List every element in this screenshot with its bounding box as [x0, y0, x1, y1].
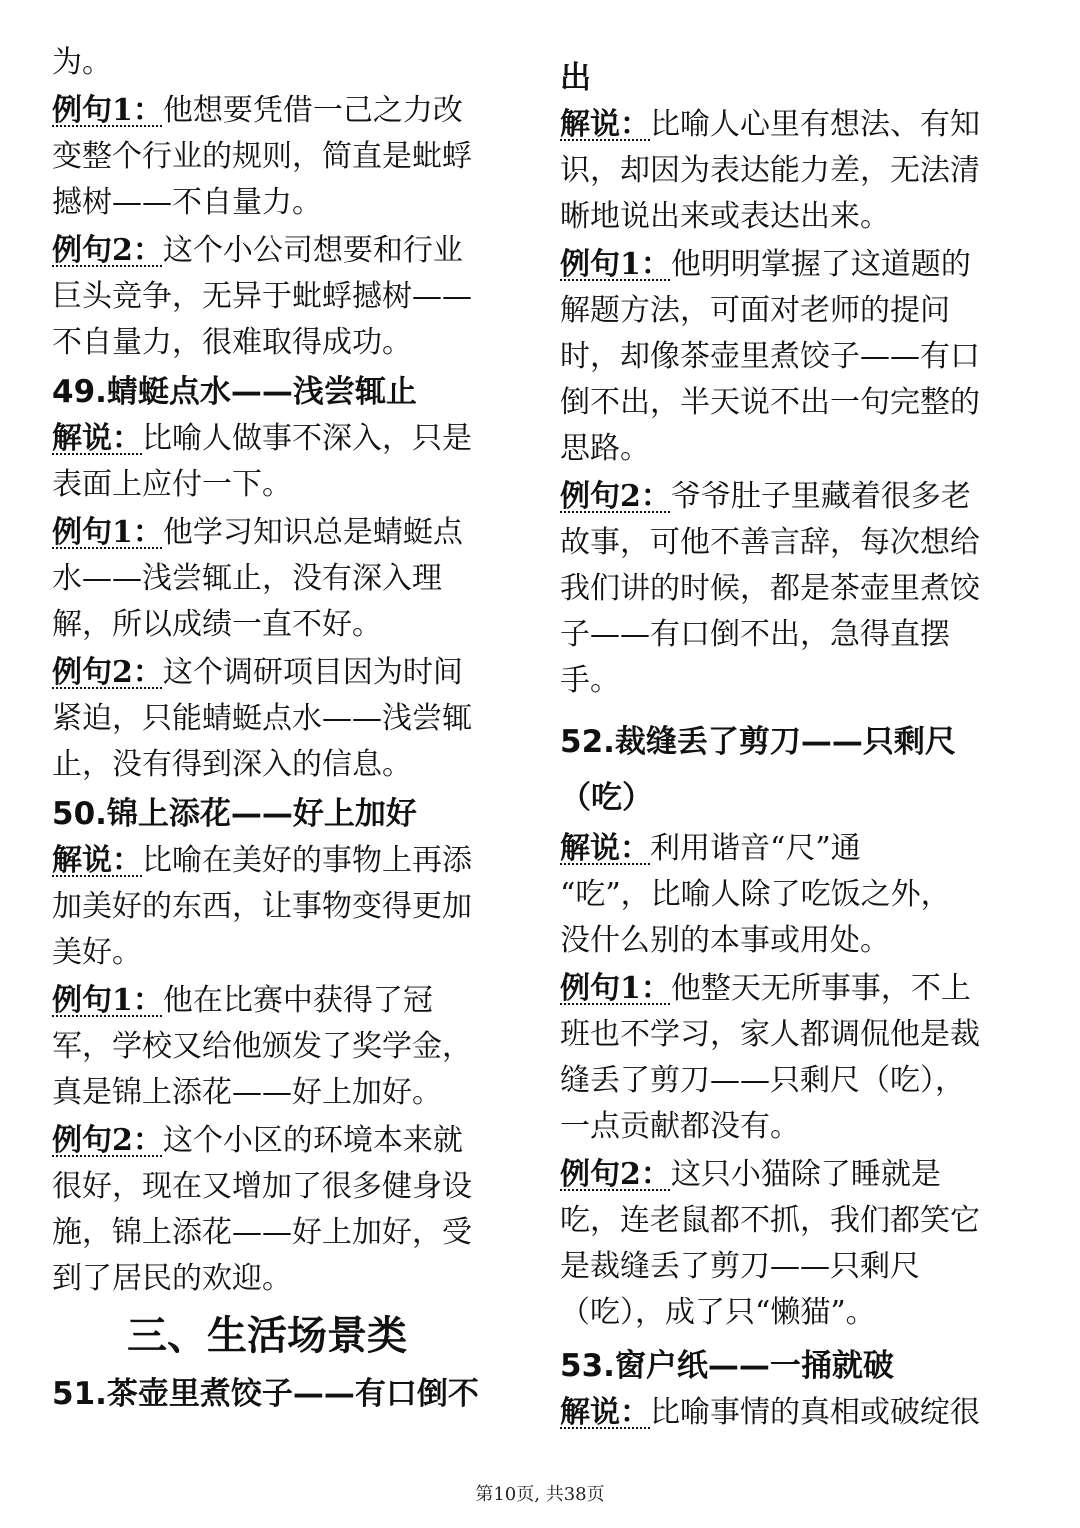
- explanation-label: 解说：: [560, 1395, 650, 1430]
- explanation-label: 解说：: [560, 831, 650, 866]
- e52-example-2: 例句2：这只小猫除了睡就是 吃，连老鼠都不抓，我们都笑它 是裁缝丢了剪刀——只剩尺 （吃），成了只“懒猫”。: [560, 1157, 980, 1330]
- section-title: 三、生活场景类: [127, 1312, 407, 1359]
- explanation-label: 解说：: [52, 843, 142, 878]
- example-label: 例句2：: [52, 1123, 163, 1158]
- example-label: 例句1：: [560, 971, 671, 1006]
- page-number: 第10页, 共38页: [475, 1484, 605, 1505]
- entry-heading-53: 53.窗户纸——一捅就破: [560, 1348, 894, 1384]
- example-label: 例句1：: [52, 515, 163, 550]
- e53-explanation: 解说：比喻事情的真相或破绽很: [560, 1395, 980, 1430]
- e49-example-1: 例句1：他学习知识总是蜻蜓点 水——浅尝辄止，没有深入理 解，所以成绩一直不好。: [52, 515, 463, 642]
- right-column: [560, 40, 1030, 1436]
- page-footer: [0, 1480, 1080, 1506]
- example-label: 例句1：: [52, 983, 163, 1018]
- example-label: 例句1：: [560, 247, 671, 282]
- e50-example-1: 例句1：他在比赛中获得了冠 军，学校又给他颁发了奖学金， 真是锦上添花——好上加好。: [52, 983, 472, 1110]
- example-label: 例句1：: [52, 93, 163, 128]
- entry-heading-51: 51.茶壶里煮饺子——有口倒不: [52, 1376, 479, 1412]
- e48-example-2: 例句2：这个小公司想要和行业 巨头竞争，无异于蚍蜉撼树—— 不自量力，很难取得成功。: [52, 233, 472, 360]
- e52-example-1: 例句1：他整天无所事事，不上 班也不学习，家人都调侃他是裁 缝丢了剪刀——只剩尺（吃）， 一点贡献都没有。: [560, 971, 980, 1144]
- left-column: [52, 40, 522, 1418]
- entry-heading-52: 52.裁缝丢了剪刀——只剩尺 （吃）: [560, 724, 956, 816]
- e51-example-2: 例句2：爷爷肚子里藏着很多老 故事，可他不善言辞，每次想给 我们讲的时候，都是茶壶里煮饺 子——有口倒不出，急得直摆 手。: [560, 479, 980, 698]
- explanation-label: 解说：: [560, 107, 650, 142]
- entry-heading-50: 50.锦上添花——好上加好: [52, 796, 417, 832]
- e49-example-2: 例句2：这个调研项目因为时间 紧迫，只能蜻蜓点水——浅尝辄 止，没有得到深入的信息。: [52, 655, 472, 782]
- explanation-label: 解说：: [52, 421, 142, 456]
- intro-tail: 为。: [52, 45, 112, 80]
- e51-example-1: 例句1：他明明掌握了这道题的 解题方法，可面对老师的提问 时，却像茶壶里煮饺子——有口 倒不出，半天说不出一句完整的 思路。: [560, 247, 980, 466]
- e50-explanation: 解说：比喻在美好的事物上再添 加美好的东西，让事物变得更加 美好。: [52, 843, 472, 970]
- e51-explanation: 解说：比喻人心里有想法、有知 识，却因为表达能力差，无法清 晰地说出来或表达出来。: [560, 107, 980, 234]
- e49-explanation: 解说：比喻人做事不深入，只是 表面上应付一下。: [52, 421, 472, 502]
- entry-heading-51-tail: 出: [560, 60, 591, 96]
- example-label: 例句2：: [560, 479, 671, 514]
- e50-example-2: 例句2：这个小区的环境本来就 很好，现在又增加了很多健身设 施，锦上添花——好上加好，受 到了居民的欢迎。: [52, 1123, 472, 1296]
- example-label: 例句2：: [52, 233, 163, 268]
- example-label: 例句2：: [560, 1157, 671, 1192]
- e52-explanation: 解说：利用谐音“尺”通 “吃”，比喻人除了吃饭之外， 没什么别的本事或用处。: [560, 831, 951, 958]
- example-label: 例句2：: [52, 655, 163, 690]
- e48-example-1: 例句1：他想要凭借一己之力改 变整个行业的规则，简直是蚍蜉 撼树——不自量力。: [52, 93, 472, 220]
- entry-heading-49: 49.蜻蜓点水——浅尝辄止: [52, 374, 417, 410]
